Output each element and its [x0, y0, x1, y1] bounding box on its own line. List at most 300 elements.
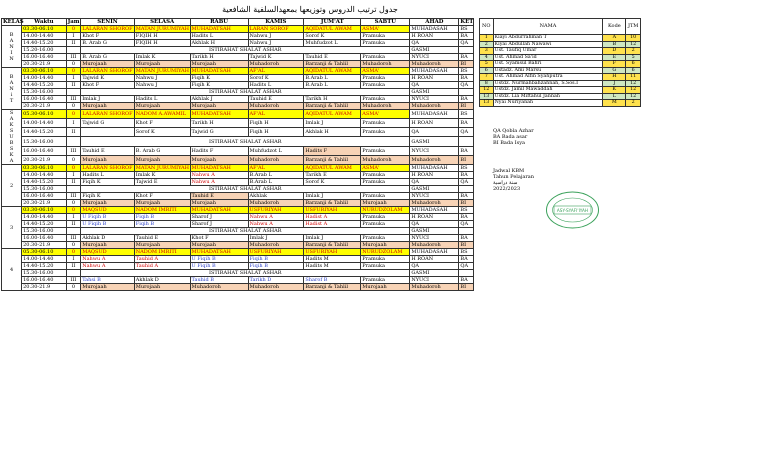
time-cell: 14.40-15.20: [22, 263, 67, 270]
lesson-cell: Tajwid K: [81, 75, 135, 82]
teacher-name: Kiayi Abdurrahman T: [493, 35, 603, 42]
teacher-no: 2: [480, 41, 494, 48]
lesson-cell: Imlak K: [134, 172, 190, 179]
col-header: SENIN: [81, 19, 135, 26]
lesson-cell: Tauhid E: [134, 235, 190, 242]
schedule-row: [2, 221, 474, 228]
lesson-cell: MUHADATSAH: [190, 165, 248, 172]
class-label: 4: [2, 249, 22, 291]
lesson-cell: Muhfudzot L: [248, 146, 304, 155]
lesson-cell: Tauhid A: [134, 256, 190, 263]
teacher-jtm: 11: [626, 74, 641, 81]
ket-cell: BA: [459, 256, 474, 263]
teacher-no: 8: [480, 80, 494, 87]
lesson-cell: Murojaah: [81, 103, 135, 110]
jam-cell: 0: [66, 155, 81, 164]
lesson-cell: Hadits M: [304, 256, 361, 263]
legend-item: QA Qobla Azhar: [493, 128, 534, 134]
teacher-name: Kiyai Abdullah Nawawi: [493, 41, 603, 48]
lesson-cell: Pramuka: [361, 119, 410, 128]
lesson-cell: NADOM IMRITI: [134, 249, 190, 256]
lesson-cell: Fiqih B: [248, 256, 304, 263]
schedule-row: [2, 119, 474, 128]
teacher-jtm: 12: [626, 93, 641, 100]
teacher-name: Ustdz. Jamil Mawaddah: [493, 87, 603, 94]
time-cell: 16.00-16.40: [22, 277, 67, 284]
lesson-cell: Tajwid K: [248, 54, 304, 61]
lesson-cell: Muhadoroh: [361, 103, 410, 110]
teacher-row: [480, 74, 641, 81]
teacher-kode-header: Kode: [603, 19, 626, 35]
time-cell: 14.00-14.40: [22, 172, 67, 179]
ket-cell: BS: [459, 68, 474, 75]
schedule-row: [2, 270, 474, 277]
col-header: RABU: [190, 19, 248, 26]
time-cell: 05.30-06.10: [22, 249, 67, 256]
time-cell: 15.30-16.00: [22, 137, 67, 146]
lesson-cell: Hadits L: [248, 82, 304, 89]
ahad-cell: Muhadoroh: [410, 61, 459, 68]
jam-cell: II: [66, 179, 81, 186]
lesson-cell: Akhlak H: [304, 128, 361, 137]
jam-cell: 0: [66, 207, 81, 214]
lesson-cell: NADOM A.AWAMIL: [134, 110, 190, 119]
teacher-name: Ust. Taufiq Umar: [493, 48, 603, 55]
ahad-cell: MUHADASAH: [410, 207, 459, 214]
ahad-cell: H ROAN: [410, 256, 459, 263]
schedule-row: [2, 207, 474, 214]
lesson-cell: Pramuka: [361, 277, 410, 284]
ket-cell: BI: [459, 242, 474, 249]
lesson-cell: Akhlak J: [190, 96, 248, 103]
ket-cell: [459, 47, 474, 54]
schedule-row: [2, 40, 474, 47]
class-label: B A N i T: [2, 68, 22, 110]
lesson-cell: NURUDZOLAM: [361, 207, 410, 214]
jam-cell: 0: [66, 61, 81, 68]
lesson-cell: Nahwu J: [134, 75, 190, 82]
jam-cell: I: [66, 256, 81, 263]
ahad-cell: GASMI: [410, 228, 459, 235]
time-cell: 14.00-14.40: [22, 33, 67, 40]
ket-cell: BS: [459, 26, 474, 33]
time-cell: 03.30-06.10: [22, 68, 67, 75]
schedule-row: [2, 75, 474, 82]
ahad-cell: QA: [410, 128, 459, 137]
teacher-kode: H: [603, 74, 626, 81]
time-cell: 14.40-15.20: [22, 221, 67, 228]
lesson-cell: Muhadoroh: [361, 155, 410, 164]
time-cell: 16.00-16.40: [22, 146, 67, 155]
col-header: KELAS: [3, 19, 24, 25]
school-stamp-logo: [545, 190, 600, 230]
col-header: KET: [460, 19, 474, 25]
lesson-cell: MUHADATSAH: [190, 207, 248, 214]
ahad-cell: MUHADASAH: [410, 68, 459, 75]
lesson-cell: Tajwid E: [134, 179, 190, 186]
lesson-cell: Nahwu A: [81, 256, 135, 263]
jam-cell: [66, 47, 81, 54]
lesson-cell: Nahwu A: [248, 221, 304, 228]
ket-cell: BA: [459, 96, 474, 103]
jam-cell: 0: [66, 242, 81, 249]
teacher-kode: L: [603, 93, 626, 100]
lesson-cell: Barzanji & Tahlil: [304, 155, 361, 164]
lesson-cell: Murojaah: [190, 61, 248, 68]
schedule-row: [2, 47, 474, 54]
lesson-cell: U Fiqih B: [190, 256, 248, 263]
ket-cell: BS: [459, 249, 474, 256]
rest-cell: ISTIRAHAT SHALAT ASHAR: [81, 89, 410, 96]
lesson-cell: MUHADATSAH: [190, 68, 248, 75]
lesson-cell: Murojaah: [190, 103, 248, 110]
lesson-cell: Fiqih K: [190, 82, 248, 89]
lesson-cell: B.Arab L: [304, 75, 361, 82]
time-cell: 03.30-06.10: [22, 26, 67, 33]
lesson-cell: Imlak J: [304, 235, 361, 242]
lesson-cell: Murojaah: [134, 155, 190, 164]
lesson-cell: LALARAN SHOROF: [82, 111, 133, 118]
lesson-cell: Murojaah: [190, 155, 248, 164]
ahad-cell: QA: [410, 221, 459, 228]
ket-cell: BS: [459, 165, 474, 172]
lesson-cell: Fiqih B: [134, 221, 190, 228]
lesson-cell: Murojaah: [134, 200, 190, 207]
lesson-cell: Fiqih K: [190, 75, 248, 82]
schedule-row: [2, 26, 474, 33]
jam-cell: II: [66, 82, 81, 89]
lesson-cell: Khot F: [134, 193, 190, 200]
lesson-cell: Khot F: [190, 235, 248, 242]
ket-cell: BA: [459, 119, 474, 128]
teacher-header-row: [480, 19, 641, 35]
lesson-cell: Nahwu A: [81, 263, 135, 270]
lesson-cell: Pramuka: [361, 214, 410, 221]
col-header: Waktu: [22, 19, 67, 26]
schedule-row: [2, 33, 474, 40]
lesson-cell: MAQSUD: [81, 249, 135, 256]
ahad-cell: GASMI: [410, 270, 459, 277]
jam-cell: III: [66, 146, 81, 155]
lesson-cell: Pramuka: [361, 128, 410, 137]
jam-cell: 0: [66, 249, 81, 256]
jam-cell: II: [66, 263, 81, 270]
ket-cell: QA: [459, 128, 474, 137]
jam-cell: I: [66, 75, 81, 82]
lesson-cell: Murojaah: [81, 242, 135, 249]
lesson-cell: FIQIH H: [134, 33, 190, 40]
lesson-cell: Fiqih H: [248, 128, 304, 137]
lesson-cell: Sharof J: [190, 214, 248, 221]
teacher-no: 13: [480, 100, 494, 107]
teacher-kode: G: [603, 67, 626, 74]
jam-cell: 0: [66, 103, 81, 110]
lesson-cell: B.Arab L: [304, 82, 361, 89]
ket-cell: QA: [459, 179, 474, 186]
teacher-no: 7: [480, 74, 494, 81]
ahad-cell: NYUCI: [410, 96, 459, 103]
jam-cell: III: [66, 96, 81, 103]
lesson-cell: Akhlak H: [190, 40, 248, 47]
ket-cell: BA: [459, 172, 474, 179]
lesson-cell: USFURIYAH: [248, 249, 304, 256]
lesson-cell: Tahsi B: [81, 277, 135, 284]
lesson-cell: AQIDATUL AWAM: [304, 110, 361, 119]
lesson-cell: Akhlak D: [134, 277, 190, 284]
lesson-cell: [81, 128, 135, 137]
lesson-cell: Hadits L: [190, 33, 248, 40]
lesson-cell: Khot F: [81, 33, 135, 40]
rest-cell: ISTIRAHAT SHALAT ASHAR: [81, 186, 410, 193]
lesson-cell: Fiqih B: [134, 214, 190, 221]
lesson-cell: Pramuka: [361, 33, 410, 40]
lesson-cell: Nahwu A: [190, 172, 248, 179]
lesson-cell: Pramuka: [361, 221, 410, 228]
lesson-cell: MATAN JURUMIYAH: [135, 68, 190, 74]
jam-cell: 0: [66, 68, 81, 75]
ahad-cell: H ROAN: [410, 33, 459, 40]
teacher-jtm-header: JTM: [626, 19, 641, 35]
lesson-cell: Pramuka: [361, 96, 410, 103]
lesson-cell: Sorof K: [248, 75, 304, 82]
lesson-cell: Pramuka: [361, 146, 410, 155]
teacher-jtm: 2: [626, 100, 641, 107]
teacher-no: 13: [480, 93, 494, 100]
ket-cell: QA: [459, 221, 474, 228]
teacher-no-header: NO: [480, 19, 494, 35]
lesson-cell: MAQSUD: [81, 207, 135, 214]
teacher-jtm: 12: [626, 87, 641, 94]
time-cell: 15.30-16.00: [22, 228, 67, 235]
schedule-row: [2, 193, 474, 200]
jam-cell: II: [66, 221, 81, 228]
teacher-jtm: 2: [626, 48, 641, 55]
ket-cell: BA: [459, 33, 474, 40]
lesson-cell: Murojaah: [134, 284, 190, 291]
ahad-cell: NYUCI: [410, 235, 459, 242]
jam-cell: [66, 186, 81, 193]
lesson-cell: Nahwu J: [248, 40, 304, 47]
lesson-cell: AQIDATUL AWAM: [304, 68, 361, 75]
lesson-cell: Muhadoroh: [248, 200, 304, 207]
schedule-row: [2, 214, 474, 221]
schedule-row: [2, 186, 474, 193]
lesson-cell: Khot F: [134, 119, 190, 128]
lesson-cell: Murojaah: [361, 242, 410, 249]
stamp-text: ASY-SYAFI'IYAH: [556, 208, 589, 213]
ket-cell: BA: [459, 235, 474, 242]
jam-cell: I: [66, 214, 81, 221]
ahad-cell: H ROAN: [410, 119, 459, 128]
lesson-cell: Muhadoroh: [248, 242, 304, 249]
schedule-row: [2, 165, 474, 172]
col-header: SABTU: [361, 19, 410, 26]
ahad-cell: Muhadoroh: [410, 200, 459, 207]
lesson-cell: Khot F: [81, 82, 135, 89]
ket-cell: [459, 270, 474, 277]
time-cell: 20.30-21.9: [22, 61, 67, 68]
teacher-name: Ust. Syamsul Bahri: [493, 61, 603, 68]
ahad-cell: QA: [410, 82, 459, 89]
time-cell: 16.00-16.40: [22, 96, 67, 103]
lesson-cell: MUHADATSAH: [190, 249, 248, 256]
lesson-cell: Barzanji & Tahlil: [304, 200, 361, 207]
kbm-line: Jadwal KBM: [493, 168, 525, 174]
lesson-cell: Tauhid E: [304, 54, 361, 61]
lesson-cell: Nahwu A: [190, 179, 248, 186]
ket-cell: [459, 186, 474, 193]
time-cell: 16.00-16.40: [22, 54, 67, 61]
lesson-cell: Murojaah: [81, 155, 135, 164]
lesson-cell: Hadits L: [81, 172, 135, 179]
schedule-row: [2, 54, 474, 61]
teacher-no: 5: [480, 61, 494, 68]
schedule-row: [2, 89, 474, 96]
col-header: JUM'AT: [304, 19, 361, 26]
lesson-cell: LALARAN SHOROF: [82, 165, 133, 171]
time-cell: 03.30-06.10: [22, 165, 67, 172]
lesson-cell: Akhlak D: [81, 235, 135, 242]
ahad-cell: NYUCI: [410, 193, 459, 200]
lesson-cell: Barzanji & Tahlil: [304, 61, 361, 68]
lesson-cell: Nahwu J: [134, 82, 190, 89]
schedule-row: [2, 96, 474, 103]
lesson-cell: Imlak J: [81, 96, 135, 103]
lesson-cell: Nahwu J: [248, 33, 304, 40]
lesson-cell: Barzanji & Tahlil: [304, 242, 361, 249]
ahad-cell: NYUCI: [410, 146, 459, 155]
schedule-row: [2, 172, 474, 179]
lesson-cell: Muhadoroh: [248, 155, 304, 164]
lesson-cell: MATAN JURUMIYAH: [135, 165, 190, 171]
lesson-cell: LALARAN SHOROF: [82, 68, 133, 74]
schedule-row: [2, 277, 474, 284]
schedule-table: [1, 18, 474, 291]
ket-cell: [459, 89, 474, 96]
lesson-cell: AQIDATUL AWAM: [304, 165, 361, 172]
jam-cell: I: [66, 33, 81, 40]
jam-cell: III: [66, 54, 81, 61]
time-cell: 20.30-21.9: [22, 242, 67, 249]
lesson-cell: Hadist A: [304, 221, 361, 228]
lesson-cell: Tarikh D: [248, 277, 304, 284]
lesson-cell: U Fiqih B: [190, 263, 248, 270]
ket-cell: QA: [459, 263, 474, 270]
time-cell: 05.30-06.10: [22, 110, 67, 119]
jam-cell: [66, 137, 81, 146]
lesson-cell: AF'AL: [248, 68, 304, 75]
lesson-cell: Tarikh H: [190, 119, 248, 128]
ahad-cell: H ROAN: [410, 75, 459, 82]
lesson-cell: ASMA': [361, 165, 410, 172]
lesson-cell: Muhadoroh: [190, 284, 248, 291]
lesson-cell: AQIDATUL AWAM: [304, 26, 361, 33]
lesson-cell: Nahwu A: [248, 214, 304, 221]
ket-cell: [459, 228, 474, 235]
lesson-cell: Imlak J: [304, 193, 361, 200]
jam-cell: 0: [66, 26, 81, 33]
ket-cell: BS: [459, 207, 474, 214]
lesson-cell: Sorof K: [304, 179, 361, 186]
lesson-cell: Hadits M: [304, 263, 361, 270]
lesson-cell: Murojaah: [361, 284, 410, 291]
ahad-cell: H ROAN: [410, 214, 459, 221]
lesson-cell: Barzanji & Tahlil: [304, 284, 361, 291]
lesson-cell: Muhadoroh: [361, 61, 410, 68]
time-cell: 14.40-15.20: [22, 82, 67, 89]
ket-cell: BA: [459, 277, 474, 284]
teacher-no: 3: [480, 48, 494, 55]
teacher-name: Ust. Ahmad Sa'id: [493, 54, 603, 61]
lesson-cell: Sharof B: [304, 277, 361, 284]
time-cell: 14.40-15.20: [22, 179, 67, 186]
lesson-cell: Barzanji & Tahlil: [304, 103, 361, 110]
time-cell: 15.20-16.00: [22, 47, 67, 54]
lesson-cell: Murojaah: [81, 284, 135, 291]
lesson-cell: Fiqih B: [248, 263, 304, 270]
schedule-row: [2, 242, 474, 249]
lesson-cell: ASMA': [361, 68, 410, 75]
teacher-name: Ustdz. Lia Miftahul Jannah: [493, 93, 603, 100]
lesson-cell: B.Arab L: [248, 172, 304, 179]
teacher-no: 6: [480, 67, 494, 74]
ahad-cell: QA: [410, 263, 459, 270]
col-header: KAMIS: [248, 19, 304, 26]
ahad-cell: H ROAN: [410, 172, 459, 179]
lesson-cell: Imlak J: [304, 119, 361, 128]
ahad-cell: GASMI: [410, 186, 459, 193]
lesson-cell: Tajwid G: [190, 128, 248, 137]
lesson-cell: U Fiqih B: [81, 221, 135, 228]
schedule-row: [2, 263, 474, 270]
lesson-cell: Pramuka: [361, 54, 410, 61]
teacher-jtm: 12: [626, 41, 641, 48]
lesson-cell: Muhadoroh: [248, 284, 304, 291]
lesson-cell: Murojaah: [134, 103, 190, 110]
lesson-cell: NADOM IMRITI: [134, 207, 190, 214]
lesson-cell: ASMA': [361, 26, 410, 33]
teacher-row: [480, 100, 641, 107]
lesson-cell: Pramuka: [361, 75, 410, 82]
time-cell: 14.40-15.20: [22, 128, 67, 137]
col-header: Jam: [67, 19, 80, 25]
kbm-notes: [493, 168, 534, 192]
time-cell: 15.30-16.00: [22, 186, 67, 193]
lesson-cell: Muhadoroh: [248, 103, 304, 110]
lesson-cell: MATAN JURUMIYAH: [135, 26, 190, 32]
jam-cell: 0: [66, 165, 81, 172]
lesson-cell: Fiqih K: [81, 179, 135, 186]
schedule-row: [2, 249, 474, 256]
time-cell: 16.00-16.40: [22, 193, 67, 200]
ahad-cell: QA: [410, 40, 459, 47]
time-cell: 20.30-21.9: [22, 155, 67, 164]
lesson-cell: LARAN SOROF: [248, 26, 304, 33]
rest-cell: ISTIRAHAT SHALAT ASHAR: [81, 270, 410, 277]
class-label: 3: [2, 207, 22, 249]
ahad-cell: Muhadoroh: [410, 155, 459, 164]
teacher-no: 1: [480, 35, 494, 42]
jam-cell: II: [66, 128, 81, 137]
lesson-cell: Fiqih K: [81, 193, 135, 200]
ahad-cell: Muhadoroh: [410, 242, 459, 249]
teacher-jtm: 5: [626, 54, 641, 61]
jam-cell: [66, 228, 81, 235]
lesson-cell: Murojaah: [134, 242, 190, 249]
schedule-row: [2, 228, 474, 235]
teacher-name: Ustadz. Ami Marsu: [493, 67, 603, 74]
lesson-cell: Pramuka: [361, 256, 410, 263]
